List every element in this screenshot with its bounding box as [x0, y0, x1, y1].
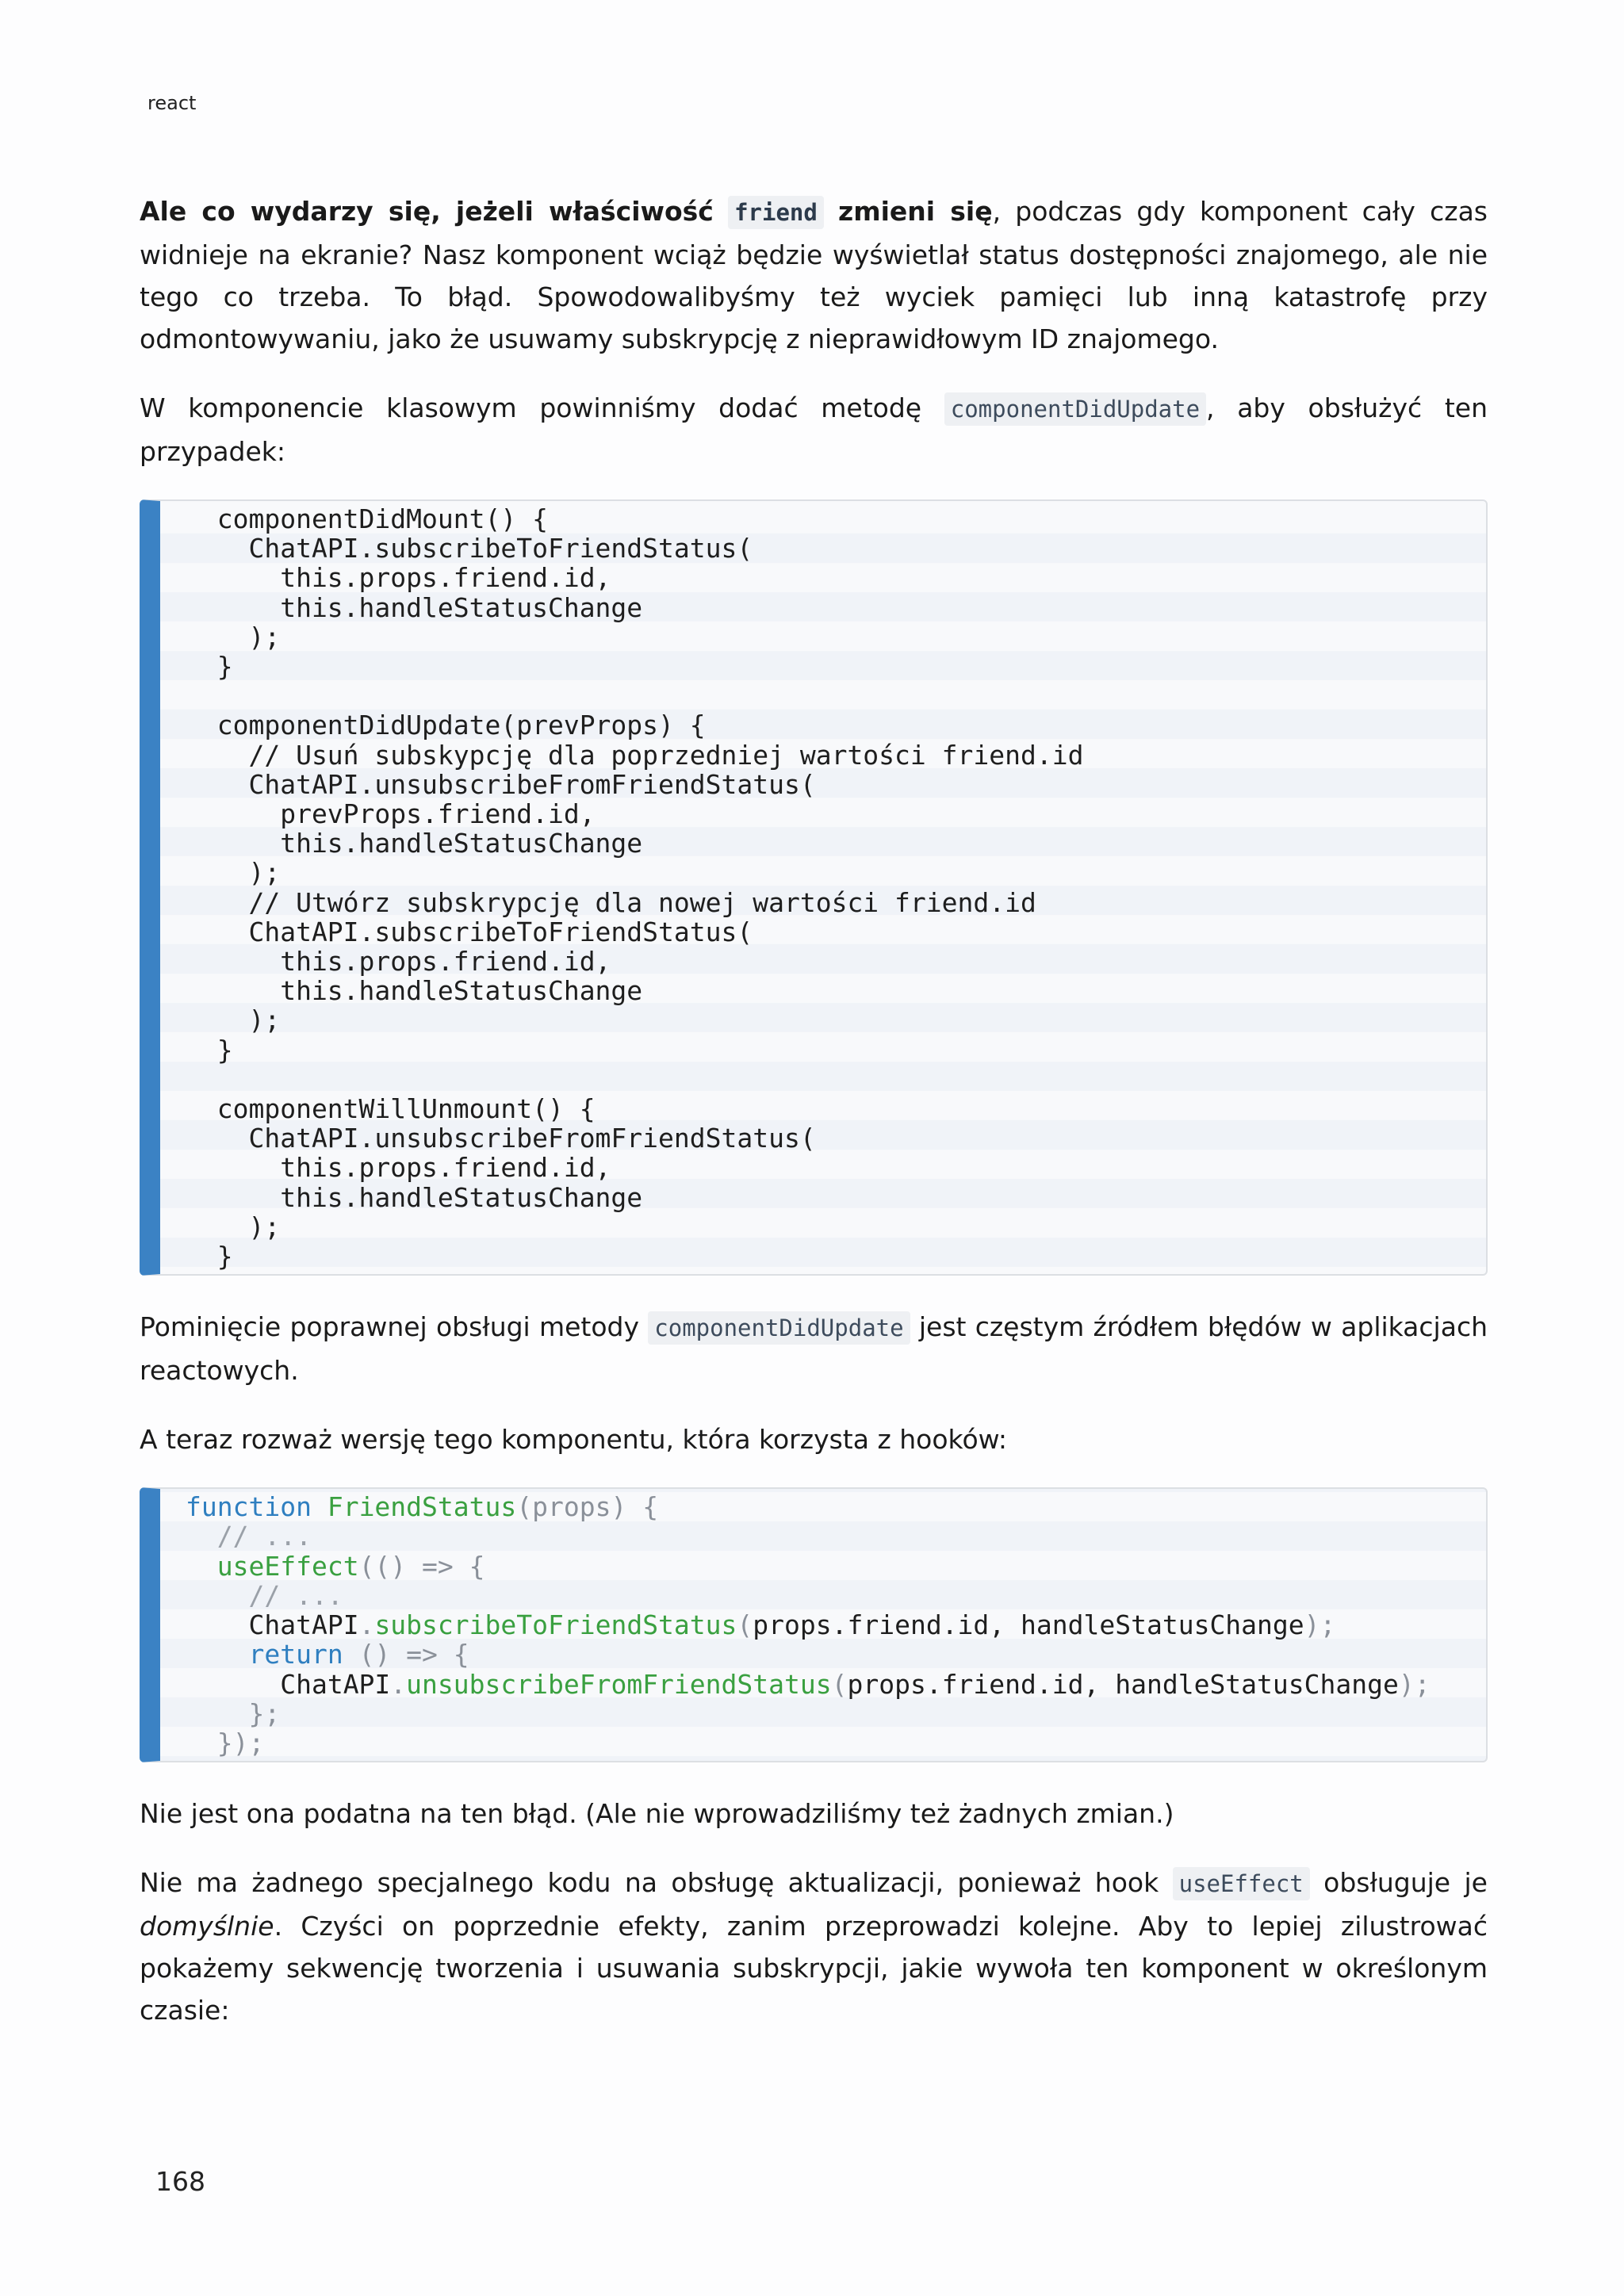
code-line [160, 1492, 1486, 1521]
code-line: ); [186, 621, 281, 652]
code-punct: . [358, 1609, 375, 1641]
code-line: ); [186, 1211, 281, 1242]
code-block-class-pre [160, 504, 1486, 1271]
inline-code-useEffect: useEffect [1173, 1867, 1310, 1900]
code-text: () => { [358, 1639, 469, 1670]
inline-code-friend: friend [728, 196, 824, 229]
code-text: (() => { [358, 1550, 485, 1582]
paragraph-3-text: Pominięcie poprawnej obsługi metody [140, 1311, 640, 1343]
function-name: subscribeToFriendStatus [374, 1609, 737, 1641]
code-block-class [140, 499, 1488, 1276]
italic-emphasis: domyślnie [140, 1911, 274, 1942]
code-line [160, 1640, 1486, 1669]
code-block-hooks [140, 1487, 1488, 1762]
code-line: ChatAPI.subscribeToFriendStatus( [186, 916, 753, 947]
page-content [140, 190, 1488, 2058]
inline-code-componentDidUpdate-2: componentDidUpdate [648, 1311, 910, 1345]
page-number: 168 [155, 2166, 205, 2197]
code-line: // Utwórz subskrypcję dla nowej wartości friend.id [186, 886, 1036, 918]
code-line: } [186, 651, 233, 683]
function-name: FriendStatus [327, 1491, 517, 1523]
code-line: this.handleStatusChange [186, 1181, 643, 1213]
paragraph-6-text: Nie ma żadnego specjalnego kodu na obsługę aktualizacji, ponieważ hook [140, 1867, 1159, 1899]
code-line [160, 1610, 1486, 1640]
code-line: } [186, 1034, 233, 1066]
code-line [160, 1552, 1486, 1581]
paragraph-1 [140, 190, 1488, 360]
code-text: }; [186, 1697, 281, 1729]
paragraph-2-text: W komponencie klasowym powinniśmy dodać metodę [140, 392, 922, 423]
code-line: this.handleStatusChange [186, 591, 643, 623]
code-text: }); [186, 1727, 265, 1758]
code-text: props.friend.id, handleStatusChange [847, 1668, 1399, 1700]
paragraph-6-text-end: . Czyści on poprzednie efekty, zanim przeprowadzi kolejne. Aby to lepiej zilustrować pokażemy sekwencję tworzenia i usuwania subskrypcji, jakie wywoła ten komponent w określonym czasie: [140, 1911, 1488, 2026]
keyword: function [186, 1491, 312, 1523]
code-line: this.props.friend.id, [186, 562, 611, 594]
code-line [160, 1670, 1486, 1699]
bold-lead-end: zmieni się [838, 196, 993, 227]
code-line: componentDidMount() { [186, 503, 548, 534]
paragraph-2 [140, 387, 1488, 473]
code-line: componentWillUnmount() { [186, 1093, 596, 1125]
keyword: return [248, 1639, 343, 1670]
function-name: useEffect [216, 1550, 359, 1582]
paragraph-1-text: , podczas gdy komponent cały czas widnieje na ekranie? Nasz komponent wciąż będzie wyświetlał status dostępności znajomego, ale nie tego co trzeba. To błąd. Spowodowalibyśmy też wyciek pamięci lub inną katastrofę przy odmontowywaniu, jako że usuwamy subskrypcję z nieprawidłowym ID znajomego. [140, 196, 1488, 354]
code-line: ChatAPI.unsubscribeFromFriendStatus( [186, 1123, 816, 1154]
code-object: ChatAPI [280, 1668, 391, 1700]
paragraph-6 [140, 1862, 1488, 2031]
code-punct: ( [831, 1668, 848, 1700]
code-comment: // ... [186, 1521, 312, 1552]
code-line: ChatAPI.unsubscribeFromFriendStatus( [186, 768, 816, 800]
code-line [160, 1065, 1486, 1094]
paragraph-3 [140, 1306, 1488, 1391]
code-line: this.props.friend.id, [186, 946, 611, 978]
code-punct: ); [1304, 1609, 1336, 1641]
code-line: this.props.friend.id, [186, 1152, 611, 1184]
code-object: ChatAPI [248, 1609, 359, 1641]
bold-lead: Ale co wydarzy się, jeżeli właściwość [140, 196, 714, 227]
code-line [160, 681, 1486, 710]
code-line: ); [186, 857, 281, 889]
function-name: unsubscribeFromFriendStatus [406, 1668, 832, 1700]
code-line: ChatAPI.subscribeToFriendStatus( [186, 533, 753, 564]
code-text: (props) { [516, 1491, 659, 1523]
code-line: this.handleStatusChange [186, 975, 643, 1007]
code-punct: ( [737, 1609, 753, 1641]
code-line: } [186, 1241, 233, 1272]
code-punct: ); [1398, 1668, 1431, 1700]
code-line: componentDidUpdate(prevProps) { [186, 710, 706, 741]
code-line: prevProps.friend.id, [186, 798, 596, 830]
paragraph-4: A teraz rozważ wersję tego komponentu, która korzysta z hooków: [140, 1424, 1007, 1456]
code-text: props.friend.id, handleStatusChange [753, 1609, 1304, 1641]
inline-code-componentDidUpdate: componentDidUpdate [944, 392, 1206, 426]
code-punct: . [390, 1668, 407, 1700]
code-block-hooks-pre [160, 1492, 1486, 1758]
code-line: // Usuń subskypcję dla poprzedniej wartości friend.id [186, 739, 1084, 771]
code-line: this.handleStatusChange [186, 828, 643, 859]
running-header: react [147, 92, 197, 114]
paragraph-3-text-end: jest częstym źródłem błędów w aplikacjach reactowych. [140, 1311, 1488, 1387]
paragraph-6-text-mid: obsługuje je [1323, 1867, 1488, 1899]
code-line: ); [186, 1004, 281, 1036]
paragraph-2-text-end: , aby obsłużyć ten przypadek: [140, 392, 1488, 467]
paragraph-5: Nie jest ona podatna na ten błąd. (Ale nie wprowadziliśmy też żadnych zmian.) [140, 1798, 1174, 1830]
code-comment: // ... [186, 1579, 343, 1611]
